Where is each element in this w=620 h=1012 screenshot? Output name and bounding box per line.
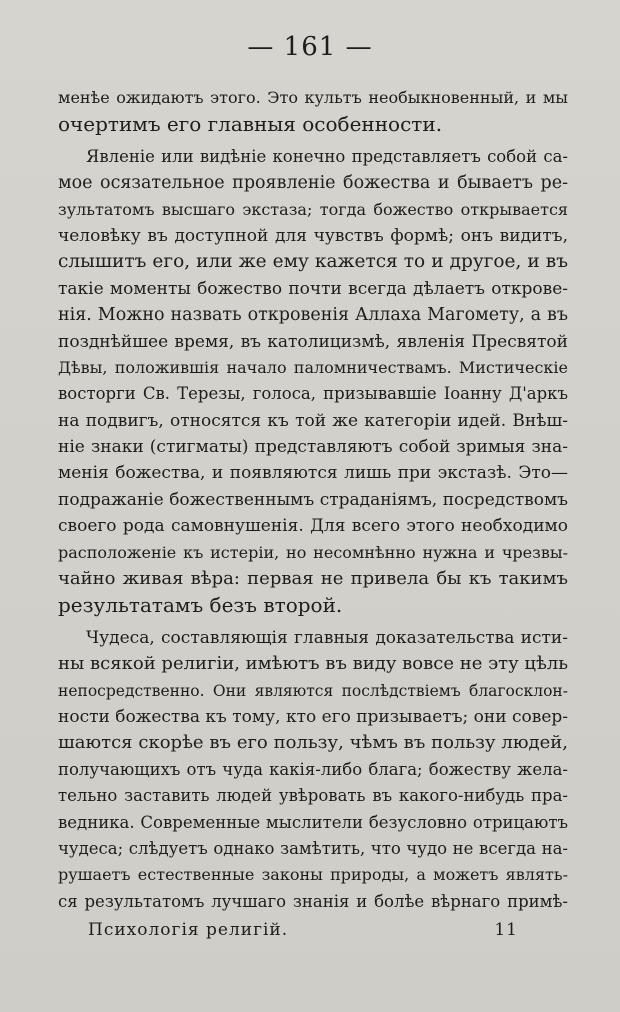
text-line: слышитъ его, или же ему кажется то и другое, и въ xyxy=(58,251,568,273)
text-line: очертимъ его главныя особенности. xyxy=(58,112,443,137)
text-line: результатамъ безъ второй. xyxy=(58,593,343,618)
text-line: расположеніе къ истеріи, но несомнѣнно нужна и чрезвы- xyxy=(58,542,568,562)
text-line: чайно живая вѣра: первая не привела бы къ такимъ xyxy=(58,568,568,590)
text-line: Явленіе или видѣніе конечно представляетъ собой са- xyxy=(86,146,568,166)
text-line: шаются скорѣе въ его пользу, чѣмъ въ пользу людей, xyxy=(58,732,568,754)
text-line: ніе знаки (стигматы) представляютъ собой зримыя зна- xyxy=(58,437,568,458)
page-number: — 161 — xyxy=(247,32,373,62)
text-line: нія. Можно назвать откровенія Аллаха Магомету, а въ xyxy=(58,305,568,326)
text-line: менія божества, и появляются лишь при экстазѣ. Это— xyxy=(58,463,568,484)
text-line: менѣе ожидаютъ этого. Это культъ необыкновенный, и мы xyxy=(58,88,568,107)
text-line: ности божества къ тому, кто его призываетъ; они совер- xyxy=(58,706,568,727)
text-line: позднѣйшее время, въ католицизмѣ, явленія Пресвятой xyxy=(58,331,568,352)
body-text xyxy=(58,85,568,915)
text-line: рушаетъ естественные законы природы, а можетъ являть- xyxy=(58,865,568,885)
paragraph xyxy=(58,625,568,915)
text-line: подражаніе божественнымъ страданіямъ, посредствомъ xyxy=(58,489,568,510)
text-line: получающихъ отъ чуда какія-либо блага; божеству жела- xyxy=(58,759,568,779)
text-line: тельно заставить людей увѣровать въ какого-нибудь пра- xyxy=(58,786,568,806)
text-line: ны всякой религіи, имѣютъ въ виду вовсе не эту цѣль xyxy=(58,653,569,675)
text-line: чудеса; слѣдуетъ однако замѣтить, что чудо не всегда на- xyxy=(58,838,568,858)
text-line: мое осязательное проявленіе божества и бываетъ ре- xyxy=(58,173,568,194)
text-line: непосредственно. Они являются послѣдствіемъ благосклон- xyxy=(58,681,568,700)
text-line: своего рода самовнушенія. Для всего этого необходимо xyxy=(58,516,568,537)
text-line: Дѣвы, положившія начало паломничествамъ. Мистическіе xyxy=(58,357,568,377)
footer-book-title: Психологія религій. xyxy=(88,920,289,940)
text-line: ведника. Современные мыслители безусловно отрицаютъ xyxy=(58,812,568,832)
text-line: Чудеса, составляющія главныя доказательства исти- xyxy=(86,627,568,648)
footer-signature-mark: 11 xyxy=(494,920,518,940)
text-line: ся результатомъ лучшаго знанія и болѣе вѣрнаго примѣ- xyxy=(58,891,568,911)
text-line: на подвигъ, относятся къ той же категоріи идей. Внѣш- xyxy=(58,410,568,431)
text-line: восторги Св. Терезы, голоса, призывавшіе Іоанну Д'аркъ xyxy=(58,384,568,404)
text-line: человѣку въ доступной для чувствъ формѣ; онъ видитъ, xyxy=(58,225,568,246)
paragraph xyxy=(58,144,568,619)
text-line: зультатомъ высшаго экстаза; тогда божество открывается xyxy=(58,199,568,219)
text-line: такіе моменты божество почти всегда дѣлаетъ открове- xyxy=(58,278,568,299)
paragraph xyxy=(58,85,568,138)
